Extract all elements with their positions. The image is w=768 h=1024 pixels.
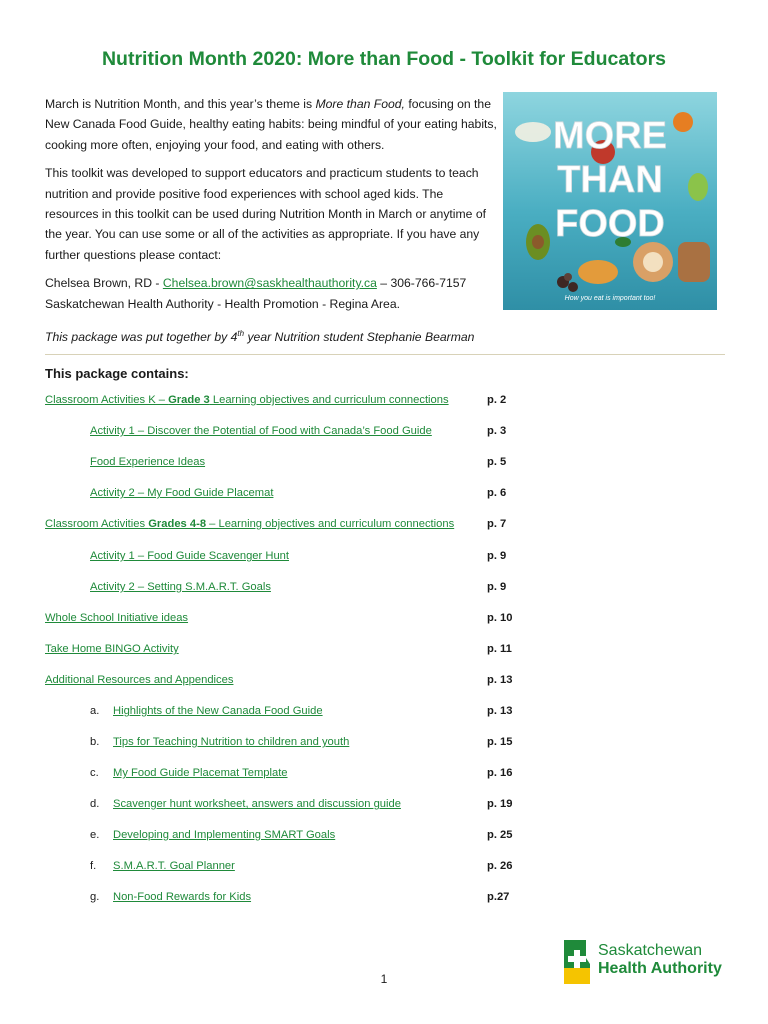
- poster-word-than: THAN: [557, 159, 663, 201]
- toc-page-number: p. 9: [487, 581, 507, 593]
- contact-block: [45, 273, 500, 314]
- theme-name: More than Food,: [315, 97, 405, 111]
- toc-link[interactable]: Activity 2 – Setting S.M.A.R.T. Goals: [90, 581, 271, 593]
- logo-line-1: Saskatchewan: [598, 942, 703, 959]
- toc-link[interactable]: Additional Resources and Appendices: [45, 674, 234, 686]
- intro-paragraph-purpose: This toolkit was developed to support educators and practicum students to teach nutrition and provide positive food experiences with school aged kids. The resources in this toolkit can be used during Nutrition Month in March or anytime of the year. You can use some or all of the activities as appropriate. If you have any further questions please contact:: [45, 166, 486, 262]
- toc-page-number: p.27: [487, 891, 510, 903]
- more-than-food-poster: [503, 92, 717, 310]
- toc-link[interactable]: Non-Food Rewards for Kids: [113, 891, 252, 903]
- toc-item-k3-activities: [0, 394, 768, 412]
- toc-item-48-activities: [0, 518, 768, 536]
- toc-link[interactable]: My Food Guide Placemat Template: [113, 767, 288, 779]
- credit-text-start: This package was put together by 4: [45, 330, 238, 345]
- toc-item-bingo: [0, 643, 768, 661]
- toc-item-appendix-g: [0, 891, 768, 909]
- toc-link[interactable]: Activity 2 – My Food Guide Placemat: [90, 487, 274, 499]
- toc-letter: d.: [90, 798, 100, 810]
- toc-link-text-end: – Learning objectives and curriculum connections: [206, 518, 455, 530]
- toc-item-appendix-f: [0, 860, 768, 878]
- credit-text-end: year Nutrition student Stephanie Bearman: [244, 330, 475, 345]
- toc-letter: f.: [90, 860, 97, 872]
- toc-item-activity-2-placemat: [0, 487, 768, 505]
- theme-intro: March is Nutrition Month, and this year’s theme is: [45, 97, 316, 111]
- toc-link[interactable]: Whole School Initiative ideas: [45, 612, 189, 624]
- toc-link-text: Classroom Activities K –: [45, 394, 169, 406]
- toc-page-number: p. 5: [487, 456, 507, 468]
- toc-link-text: Classroom Activities: [45, 518, 149, 530]
- intro-paragraph-theme: [45, 94, 500, 155]
- toc-letter: e.: [90, 829, 100, 841]
- toc-link-bold: Grades 4-8: [148, 518, 207, 530]
- toc-link[interactable]: [45, 394, 449, 406]
- toc-link[interactable]: Activity 1 – Food Guide Scavenger Hunt: [90, 550, 289, 562]
- toc-link[interactable]: Tips for Teaching Nutrition to children and youth: [113, 736, 350, 748]
- poster-word-more: MORE: [553, 115, 667, 157]
- toc-link-bold: Grade 3: [168, 394, 210, 406]
- poster-illustration: [503, 92, 717, 310]
- toc-page-number: p. 13: [487, 705, 513, 717]
- toc-page-number: p. 15: [487, 736, 513, 748]
- toc-page-number: p. 9: [487, 550, 507, 562]
- toc-page-number: p. 3: [487, 425, 507, 437]
- theme-description: focusing on the New Canada Food Guide, healthy eating habits: being mindful of your eating habits, cooking more often, enjoying your food, and eating with others.: [45, 97, 497, 152]
- toc-page-number: p. 2: [487, 394, 507, 406]
- toc-letter: g.: [90, 891, 100, 903]
- toc-link[interactable]: Food Experience Ideas: [90, 456, 206, 468]
- page-number: 1: [380, 972, 388, 986]
- toc-page-number: p. 25: [487, 829, 513, 841]
- toc-item-appendices: [0, 674, 768, 692]
- sha-logo: [560, 938, 740, 988]
- toc-link[interactable]: Take Home BINGO Activity: [45, 643, 179, 655]
- toc-link[interactable]: Highlights of the New Canada Food Guide: [113, 705, 323, 717]
- contents-heading: This package contains:: [45, 366, 189, 381]
- toc-page-number: p. 10: [487, 612, 513, 624]
- saskatchewan-province-icon: [560, 938, 592, 986]
- toc-page-number: p. 6: [487, 487, 507, 499]
- contact-name: Chelsea Brown, RD -: [45, 276, 163, 291]
- toc-page-number: p. 16: [487, 767, 513, 779]
- toc-page-number: p. 11: [487, 643, 512, 655]
- toc-letter: b.: [90, 736, 100, 748]
- intro-text: [45, 94, 500, 314]
- logo-line-2: Health Authority: [598, 960, 722, 977]
- toc-link[interactable]: [45, 518, 454, 530]
- credit-superscript: th: [237, 329, 245, 338]
- toc-page-number: p. 26: [487, 860, 513, 872]
- toc-item-appendix-a: [0, 705, 768, 723]
- toc-item-appendix-e: [0, 829, 768, 847]
- toc-item-scavenger-hunt: [0, 550, 768, 568]
- poster-tagline: How you eat is important too!: [564, 295, 656, 302]
- toc-item-smart-goals: [0, 581, 768, 599]
- page-title: Nutrition Month 2020: More than Food - Toolkit for Educators: [101, 48, 667, 70]
- toc-item-whole-school: [0, 612, 768, 630]
- toc-page-number: p. 13: [487, 674, 513, 686]
- contact-organization: Saskatchewan Health Authority - Health Promotion - Regina Area.: [45, 296, 400, 311]
- toc-letter: a.: [90, 705, 100, 717]
- toc-item-appendix-d: [0, 798, 768, 816]
- toc-item-appendix-c: [0, 767, 768, 785]
- toc-item-food-experience: [0, 456, 768, 474]
- toc-link[interactable]: Developing and Implementing SMART Goals: [113, 829, 336, 841]
- contact-phone: – 306-766-7157: [376, 276, 467, 291]
- poster-word-food: FOOD: [555, 203, 665, 245]
- toc-page-number: p. 19: [487, 798, 513, 810]
- toc-link[interactable]: Scavenger hunt worksheet, answers and discussion guide: [113, 798, 401, 810]
- toc-page-number: p. 7: [487, 518, 507, 530]
- divider: [45, 354, 725, 355]
- toc-link-text-end: Learning objectives and curriculum connections: [209, 394, 449, 406]
- toc-letter: c.: [90, 767, 99, 779]
- contact-email-link[interactable]: Chelsea.brown@saskhealthauthority.ca: [162, 276, 377, 291]
- toc-item-appendix-b: [0, 736, 768, 754]
- toc-link[interactable]: S.M.A.R.T. Goal Planner: [113, 860, 235, 872]
- credit-line: [45, 329, 474, 344]
- toc-link[interactable]: Activity 1 – Discover the Potential of Food with Canada’s Food Guide: [90, 425, 432, 437]
- toc-item-activity-1-discover: [0, 425, 768, 443]
